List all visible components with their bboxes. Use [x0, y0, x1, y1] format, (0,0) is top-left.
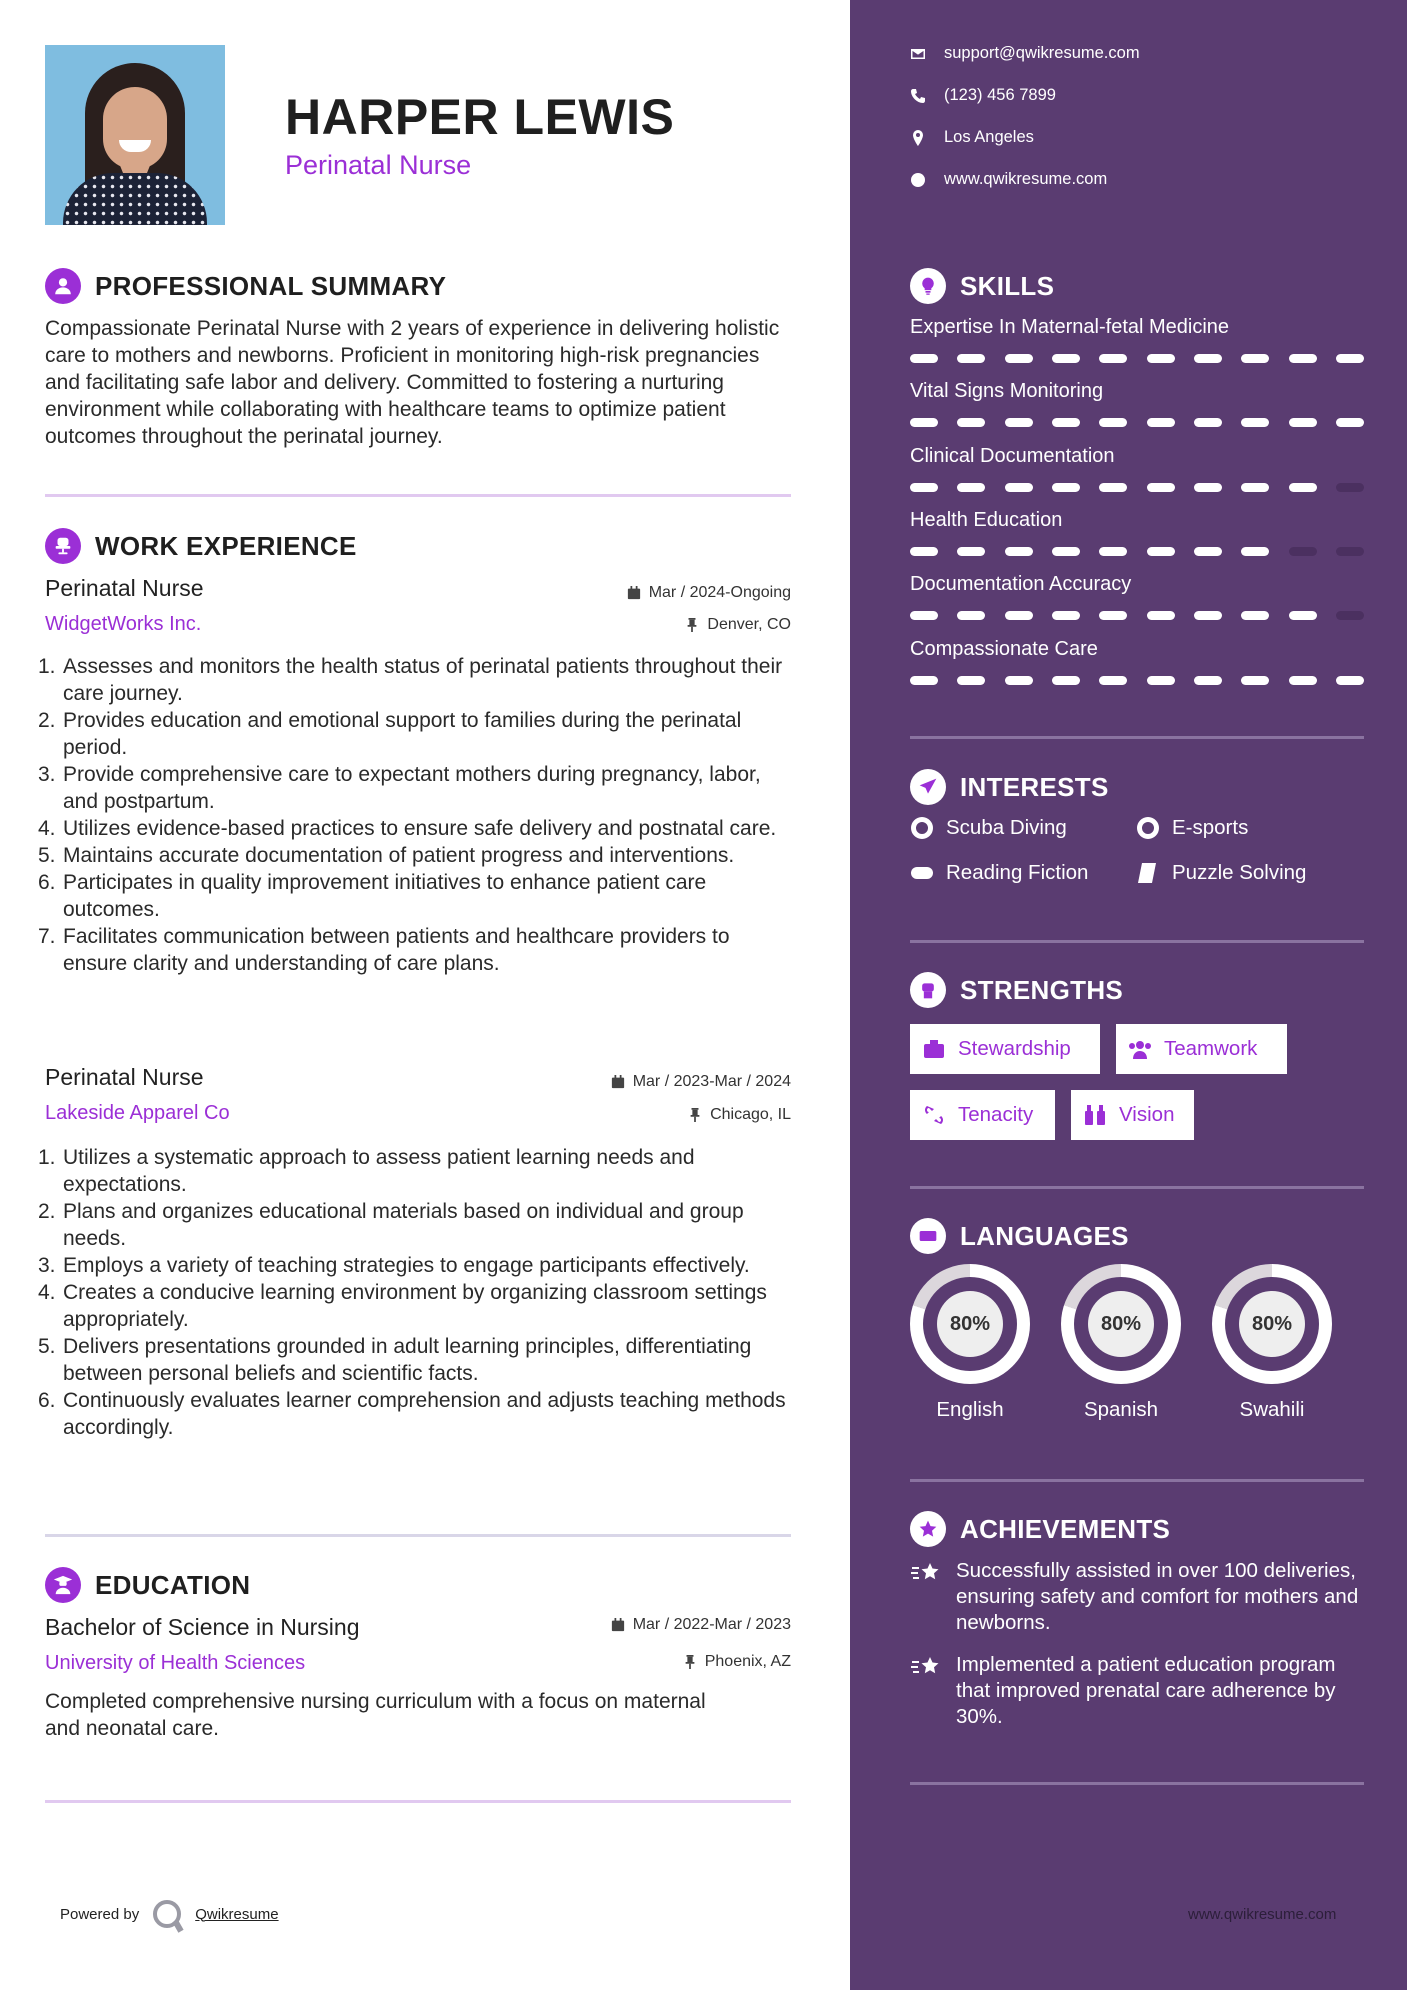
book-icon [1136, 861, 1160, 885]
candidate-title: Perinatal Nurse [285, 150, 472, 180]
briefcase-icon [922, 1037, 946, 1061]
divider [910, 1186, 1364, 1189]
skill-rating-bar [910, 547, 1364, 556]
company-name: Lakeside Apparel Co [45, 1102, 230, 1124]
map-marker-icon [910, 130, 926, 146]
interest-item: Reading Fiction [910, 861, 1088, 885]
education-dates: Mar / 2022-Mar / 2023 [611, 1616, 791, 1634]
life-ring-icon [910, 816, 934, 840]
skill-item: Vital Signs Monitoring [910, 380, 1364, 427]
skill-item: Expertise In Maternal-fetal Medicine [910, 316, 1364, 363]
experience-heading [45, 528, 357, 564]
contact-location: Los Angeles [910, 128, 1034, 147]
graduate-icon [45, 1567, 81, 1603]
job-duties [38, 1144, 798, 1441]
education-heading [45, 1567, 250, 1603]
qwikresume-link[interactable]: Qwikresume [195, 1905, 279, 1923]
chair-icon [45, 528, 81, 564]
skill-rating-bar [910, 354, 1364, 363]
calendar-icon [611, 1075, 625, 1089]
translate-icon [910, 1218, 946, 1254]
divider [45, 1800, 791, 1803]
duty-item: 2. Provides education and emotional support to families during the perinatal period. [38, 709, 742, 759]
language-item: 80% Spanish [1059, 1264, 1183, 1422]
life-ring-icon [1136, 816, 1160, 840]
strengths-heading: STRENGTHS [910, 972, 1123, 1008]
company-name: WidgetWorks Inc. [45, 613, 202, 635]
pin-icon [683, 1655, 697, 1669]
user-icon [45, 268, 81, 304]
job-dates: Mar / 2024-Ongoing [627, 584, 791, 602]
shooting-star-icon [910, 1560, 942, 1588]
summary-heading [45, 268, 446, 304]
duty-item: 1. Assesses and monitors the health status of perinatal patients throughout their care journey. [38, 655, 783, 705]
skill-item: Documentation Accuracy [910, 573, 1364, 620]
school-name: University of Health Sciences [45, 1652, 306, 1674]
education-location: Phoenix, AZ [683, 1653, 791, 1671]
achievement-item: Successfully assisted in over 100 deliveries, ensuring safety and comfort for mothers and newborns. [910, 1558, 1364, 1636]
language-progress-ring: 80% [910, 1264, 1030, 1384]
strength-tag: Stewardship [910, 1024, 1100, 1074]
skill-rating-bar [910, 676, 1364, 685]
qwikresume-logo-icon [153, 1900, 181, 1928]
strength-tag: Tenacity [910, 1090, 1055, 1140]
job-location: Denver, CO [685, 616, 791, 634]
calendar-icon [627, 586, 641, 600]
duty-item: 2. Plans and organizes educational materials based on individual and group needs. [38, 1200, 744, 1250]
degree: Bachelor of Science in Nursing [45, 1614, 360, 1640]
section-title: PROFESSIONAL SUMMARY [95, 270, 447, 301]
profile-photo [45, 45, 225, 225]
phone-icon [910, 88, 926, 104]
divider [910, 736, 1364, 739]
language-item: 80% Swahili [1210, 1264, 1334, 1422]
link-icon [922, 1103, 946, 1127]
job-title: Perinatal Nurse [45, 575, 204, 601]
strength-tag: Vision [1071, 1090, 1194, 1140]
job-dates: Mar / 2023-Mar / 2024 [611, 1073, 791, 1091]
duty-item: 6. Continuously evaluates learner comprehension and adjusts teaching methods accordingly. [38, 1389, 786, 1439]
job-duties [38, 653, 798, 977]
duty-item: 7. Facilitates communication between patients and healthcare providers to ensure clarity and understanding of care plans. [38, 925, 730, 975]
skill-item: Health Education [910, 509, 1364, 556]
pin-icon [685, 618, 699, 632]
footer-website-link[interactable]: www.qwikresume.com [1188, 1906, 1337, 1923]
contact-email[interactable]: support@qwikresume.com [910, 44, 1140, 63]
divider [910, 1479, 1364, 1482]
achievements-heading: ACHIEVEMENTS [910, 1511, 1170, 1547]
language-progress-ring: 80% [1061, 1264, 1181, 1384]
duty-item: 4. Creates a conducive learning environment by organizing classroom settings appropriately. [38, 1281, 767, 1331]
pin-icon [688, 1108, 702, 1122]
contact-website[interactable]: www.qwikresume.com [910, 170, 1107, 189]
contact-phone[interactable]: (123) 456 7899 [910, 86, 1056, 105]
interest-item: Puzzle Solving [1136, 861, 1306, 885]
interest-item: E-sports [1136, 816, 1248, 840]
duty-item: 6. Participates in quality improvement initiatives to enhance patient care outcomes. [38, 871, 707, 921]
divider [910, 1782, 1364, 1785]
calendar-icon [611, 1618, 625, 1632]
candidate-name: HARPER LEWIS [285, 89, 675, 145]
summary-text: Compassionate Perinatal Nurse with 2 years of experience in delivering holistic care to mothers and newborns. Proficient in monitoring high-risk pregnancies and facilitating safe labor and delivery. Committed to fostering a nurturing environment while collaborating with healthcare teams to optimize patient outcomes throughout the perinatal journey. [45, 317, 780, 448]
powered-by: Powered by Qwikresume [60, 1900, 279, 1928]
lightbulb-icon [910, 268, 946, 304]
duty-item: 5. Maintains accurate documentation of patient progress and interventions. [38, 844, 735, 867]
duty-item: 5. Delivers presentations grounded in adult learning principles, differentiating between personal beliefs and scientific facts. [38, 1335, 752, 1385]
gamepad-icon [910, 861, 934, 885]
skill-item: Compassionate Care [910, 638, 1364, 685]
paper-plane-icon [910, 769, 946, 805]
users-icon [1128, 1037, 1152, 1061]
achievement-item: Implemented a patient education program that improved prenatal care adherence by 30%. [910, 1652, 1364, 1730]
globe-icon [910, 172, 926, 188]
section-title: WORK EXPERIENCE [95, 530, 357, 561]
strength-tag: Teamwork [1116, 1024, 1287, 1074]
skill-item: Clinical Documentation [910, 445, 1364, 492]
interests-heading: INTERESTS [910, 769, 1109, 805]
divider [45, 1534, 791, 1537]
envelope-icon [910, 46, 926, 62]
binoculars-icon [1083, 1103, 1107, 1127]
divider [45, 494, 791, 497]
shooting-star-icon [910, 1654, 942, 1682]
job-title: Perinatal Nurse [45, 1064, 204, 1090]
duty-item: 1. Utilizes a systematic approach to assess patient learning needs and expectations. [38, 1146, 695, 1196]
skill-rating-bar [910, 483, 1364, 492]
duty-item: 4. Utilizes evidence-based practices to ensure safe delivery and postnatal care. [38, 817, 777, 840]
language-item: 80% English [908, 1264, 1032, 1422]
duty-item: 3. Provide comprehensive care to expectant mothers during pregnancy, labor, and postpartum. [38, 763, 761, 813]
education-description: Completed comprehensive nursing curriculum with a focus on maternal and neonatal care. [45, 1690, 706, 1740]
section-title: EDUCATION [95, 1569, 251, 1600]
star-icon [910, 1511, 946, 1547]
language-progress-ring: 80% [1212, 1264, 1332, 1384]
languages-heading: LANGUAGES [910, 1218, 1129, 1254]
divider [910, 940, 1364, 943]
skills-heading: SKILLS [910, 268, 1054, 304]
skill-rating-bar [910, 418, 1364, 427]
duty-item: 3. Employs a variety of teaching strategies to engage participants effectively. [38, 1254, 750, 1277]
interest-item: Scuba Diving [910, 816, 1067, 840]
job-location: Chicago, IL [688, 1106, 791, 1124]
skill-rating-bar [910, 611, 1364, 620]
fist-icon [910, 972, 946, 1008]
